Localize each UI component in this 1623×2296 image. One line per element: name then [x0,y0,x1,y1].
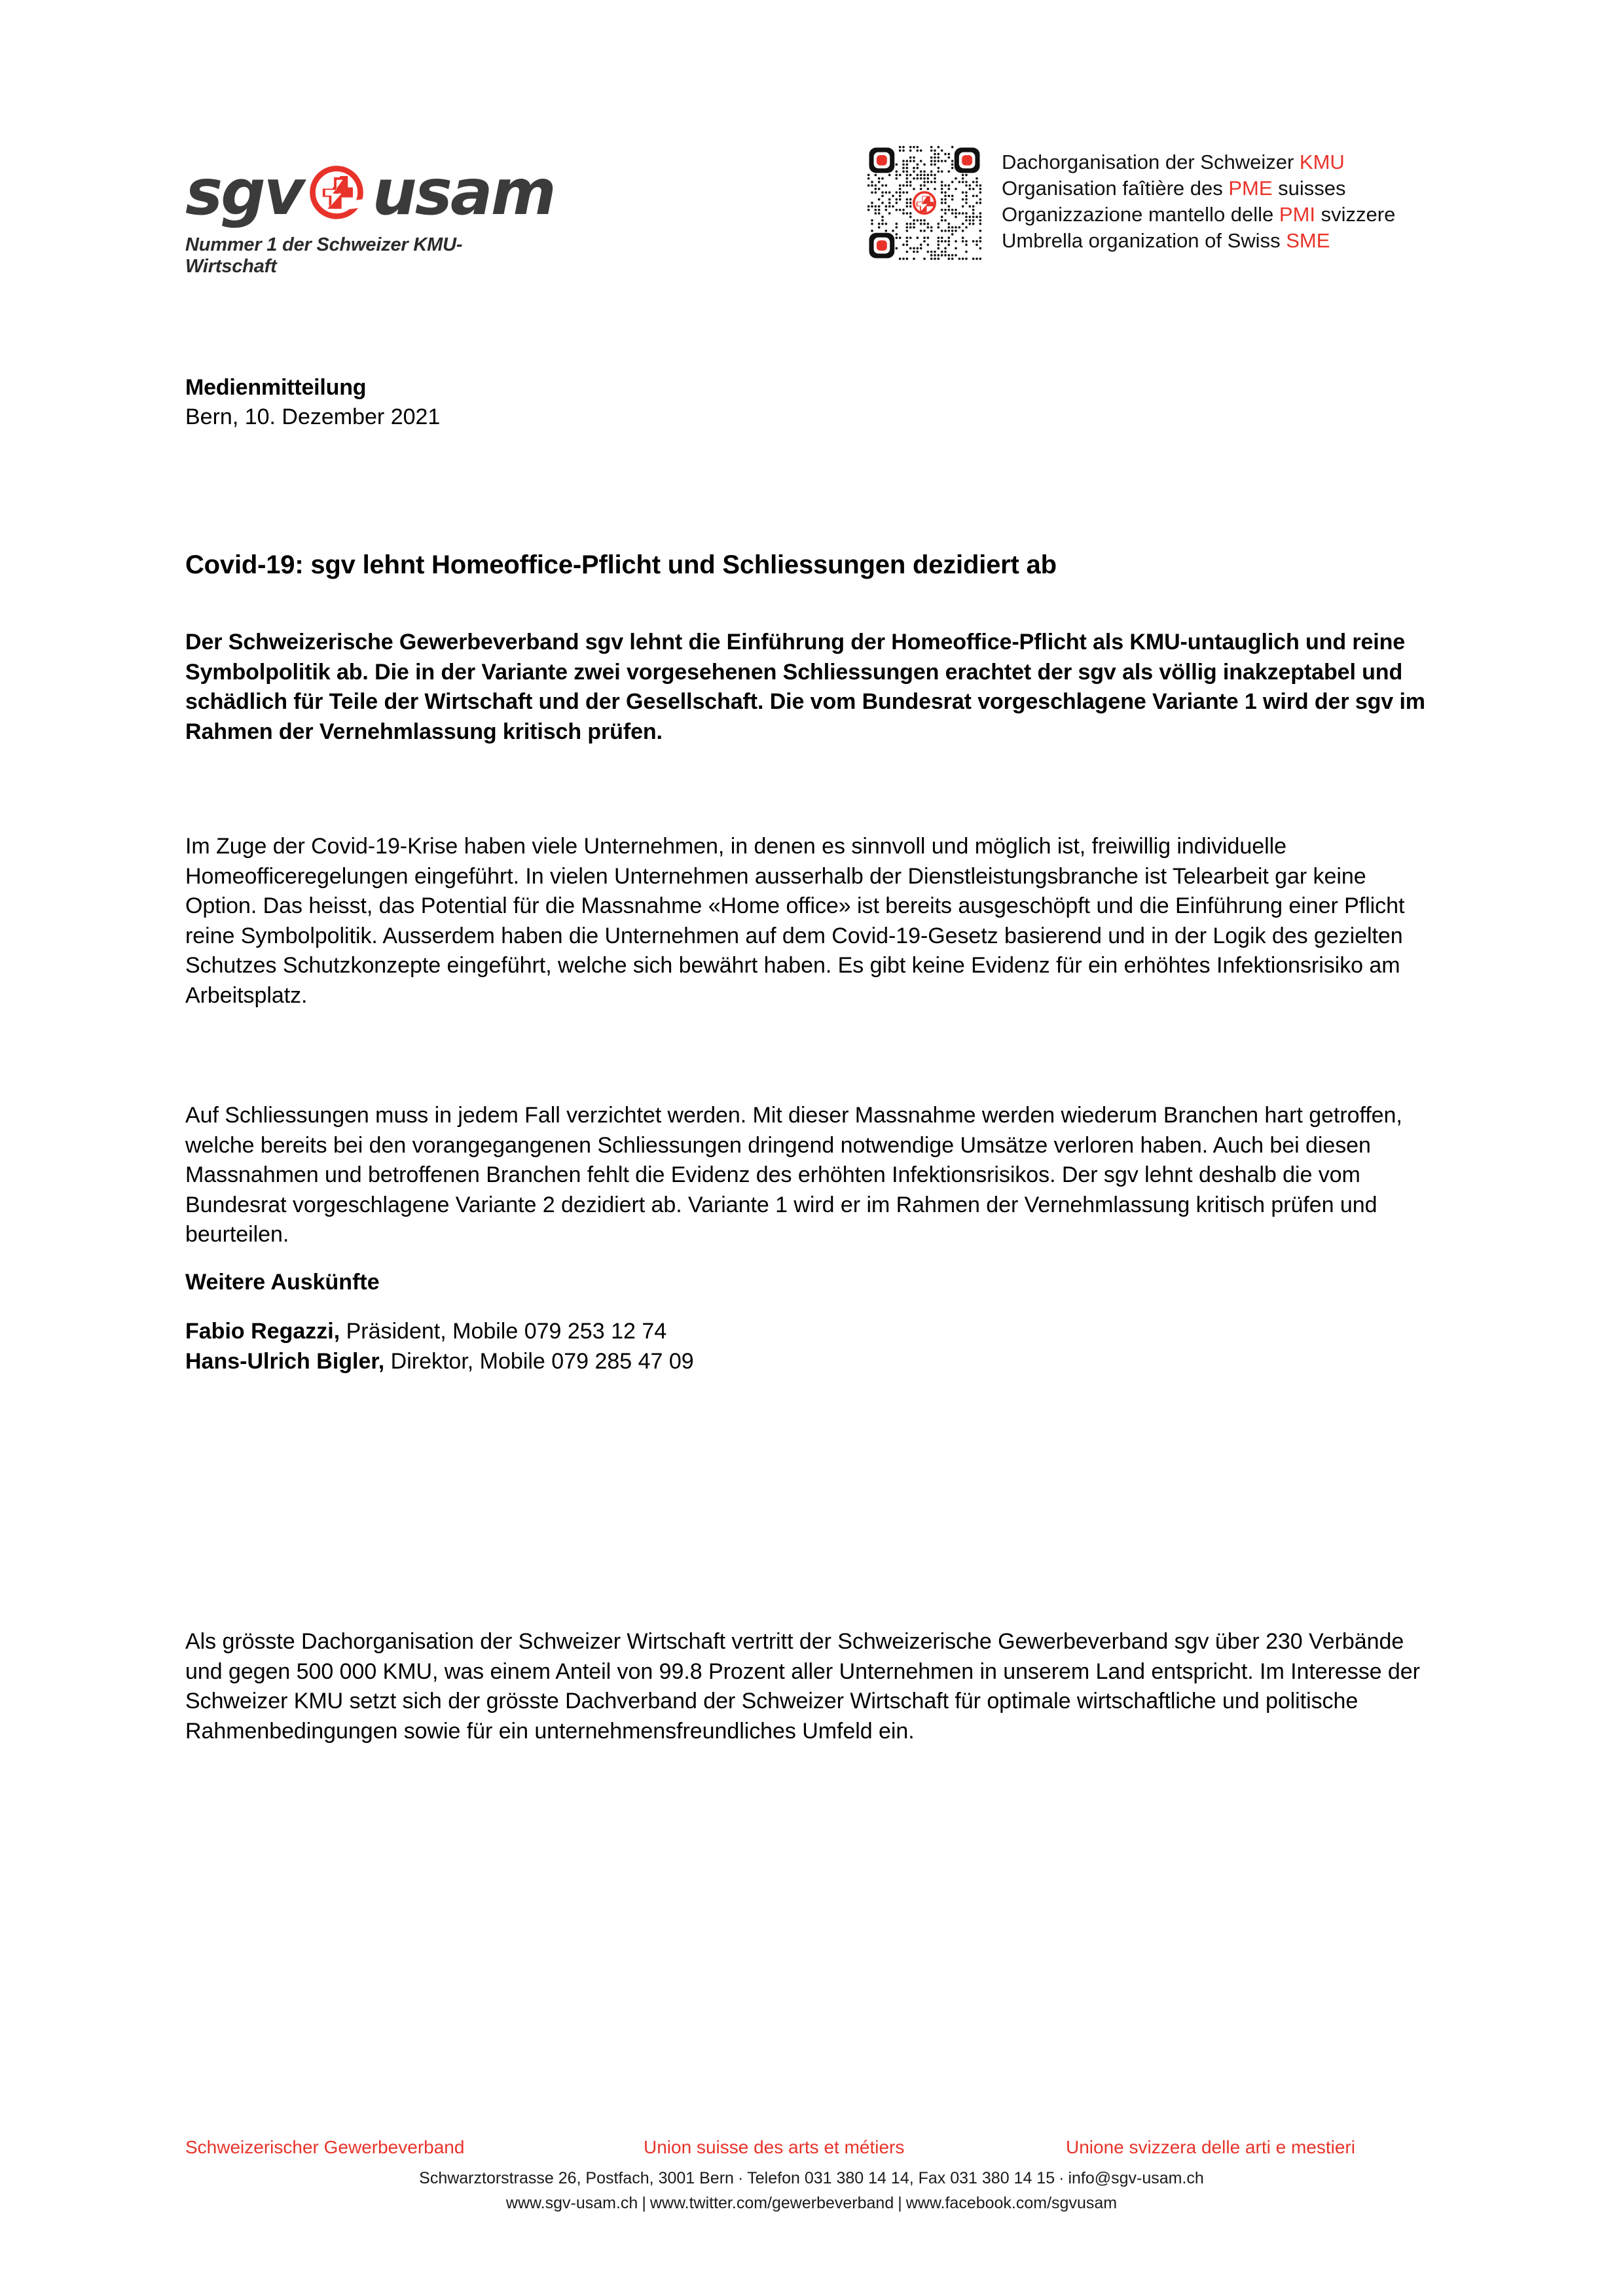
sgv-usam-logo [185,156,555,278]
sgv-usam-emblem-icon [305,161,368,224]
body-paragraph-1: Im Zuge der Covid-19-Krise haben viele Unternehmen, in denen es sinnvoll und möglich ist, freiwillig individuelle Homeofficeregelungen eingeführt. In vielen Unternehmen ausserhalb der Dienstleistungsbranche ist Telearbeit gar keine Option. Das heisst, das Potential für die Massnahme «Home office» ist bereits ausgeschöpft und die Einführung einer Pflicht reine Symbolpolitik. Ausserdem haben die Unternehmen auf dem Covid-19-Gesetz basierend und in der Logik des gezielten Schutzes Schutzkonzepte eingeführt, welche sich bewährt haben. Es gibt keine Evidenz für ein erhöhtes Infektionsrisiko am Arbeitsplatz. [185,834,1405,1008]
footer-street: Schwarztorstrasse 26, Postfach, 3001 Bern [419,2169,734,2187]
claim-de-accent: KMU [1299,151,1345,173]
claim-de-prefix: Dachorganisation der Schweizer [1002,151,1300,173]
claim-it-suffix: svizzere [1315,203,1396,226]
page-header [0,0,1623,301]
lead-paragraph: Der Schweizerische Gewerbeverband sgv lehnt die Einführung der Homeoffice-Pflicht als KMU-untauglich und reine Symbolpolitik ab. Die in der Variante zwei vorgesehenen Schliessungen erachtet der sgv als völlig inakzeptabel und schädlich für Teile der Wirtschaft und der Gesellschaft. Die vom Bundesrat vorgeschlagene Variante 1 wird der sgv im Rahmen der Vernehmlassung kritisch prüfen. [185,630,1425,744]
claim-it [1002,202,1395,228]
footer-org-name-fr: Union suisse des arts et métiers [644,2137,905,2157]
logo-tagline: Nummer 1 der Schweizer KMU-Wirtschaft [185,234,463,277]
footer-separator-bar: | [642,2194,646,2212]
footer-org-name-it: Unione svizzera delle arti e mestieri [1066,2137,1355,2157]
claim-it-accent: PMI [1279,203,1316,226]
claim-fr-accent: PME [1228,177,1273,200]
contacts-list [185,1317,1436,1376]
footer-website-link[interactable]: www.sgv-usam.ch [505,2194,638,2212]
footer-separator-dot: · [1059,2169,1065,2187]
qr-and-claims [867,145,1395,260]
page-title: Covid-19: sgv lehnt Homeoffice-Pflicht und Schliessungen dezidiert ab [185,550,1057,579]
claim-fr-prefix: Organisation faîtière des [1002,177,1229,200]
claim-de [1002,149,1395,175]
organization-boilerplate: Als grösste Dachorganisation der Schweizer Wirtschaft vertritt der Schweizerische Gewerbeverband sgv über 230 Verbände und gegen 500 000 KMU, was einem Anteil von 99.8 Prozent aller Unternehmen in unserem Land entspricht. Im Interesse der Schweizer KMU setzt sich der grösste Dachverband der Schweizer Wirtschaft für optimale wirtschaftliche und politische Rahmenbedingungen sowie für ein unternehmensfreundliches Umfeld ein. [185,1629,1420,1744]
claim-it-prefix: Organizzazione mantello delle [1002,203,1279,226]
logo-text-usam: usam [372,156,555,229]
footer-org-names [185,2136,1442,2159]
footer-separator-bar: | [898,2194,902,2212]
footer-links [0,2191,1623,2215]
body-paragraph-2: Auf Schliessungen muss in jedem Fall verzichtet werden. Mit dieser Massnahme werden wiederum Branchen hart getroffen, welche bereits bei den vorangegangenen Schliessungen dringend notwendige Umsätze verloren haben. Auch bei diesen Massnahmen und betroffenen Branchen fehlt die Evidenz des erhöhten Infektionsrisikos. Der sgv lehnt deshalb die vom Bundesrat vorgeschlagene Variante 2 dezidiert ab. Variante 1 wird er im Rahmen der Vernehmlassung kritisch prüfen und beurteilen. [185,1103,1402,1247]
contact-details: Direktor, Mobile 079 285 47 09 [384,1348,694,1374]
place-and-date: Bern, 10. Dezember 2021 [185,404,441,429]
footer-phone: Telefon 031 380 14 14, Fax 031 380 14 15 [747,2169,1055,2187]
footer-separator-dot: · [737,2169,744,2187]
contacts-heading: Weitere Auskünfte [185,1270,380,1295]
claim-en-accent: SME [1286,229,1330,252]
footer-org-name-de: Schweizerischer Gewerbeverband [185,2137,465,2157]
claim-en-prefix: Umbrella organization of Swiss [1002,229,1286,252]
logo-wordmark [185,156,555,229]
footer-facebook-link[interactable]: www.facebook.com/sgvusam [905,2194,1118,2212]
document-meta [185,373,1442,432]
organization-claims [1002,145,1395,254]
document-kind: Medienmitteilung [185,375,367,400]
claim-fr [1002,175,1395,202]
claim-fr-suffix: suisses [1272,177,1346,200]
contact-item [185,1317,1436,1347]
footer-twitter-link[interactable]: www.twitter.com/gewerbeverband [649,2194,894,2212]
page-footer [0,2087,1623,2296]
footer-address [0,2166,1623,2191]
contact-details: Präsident, Mobile 079 253 12 74 [340,1319,667,1344]
qr-code-icon[interactable] [867,145,982,260]
footer-email-link[interactable]: info@sgv-usam.ch [1068,2169,1204,2187]
contact-name: Hans-Ulrich Bigler, [185,1348,385,1374]
contact-item [185,1347,1436,1377]
logo-text-sgv: sgv [185,156,303,229]
contact-name: Fabio Regazzi, [185,1319,340,1344]
claim-en [1002,228,1395,254]
